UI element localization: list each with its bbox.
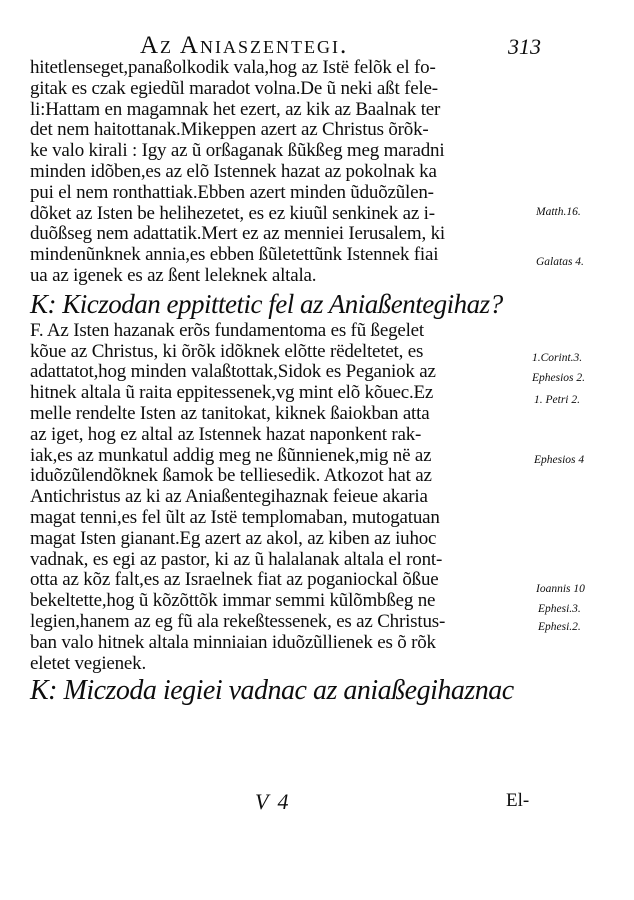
answer-line: F. Az Isten hazanak erõs fundamentoma es fũ ßegelet [30,319,424,341]
text-line: duõßseg nem adattatik.Mert ez az menniei Ierusalem, ki [30,223,445,245]
marginal-note: 1.Corint.3. [532,352,583,364]
answer-line: otta az kõz falt,es az Israelnek fiat az poganiockal õßue [30,569,439,591]
signature-mark: V 4 [255,789,291,814]
question-heading: K: Kiczodan eppittetic fel az Aniaßentegihaz? [30,288,503,319]
answer-line: magat Isten gianant.Eg azert az akol, az kiben az iuhoc [30,527,437,549]
text-line: dõket az Isten be helihezetet, es ez kiuũl senkinek az i- [30,202,435,224]
marginal-note: Ephesi.2. [538,621,581,633]
running-head: Az Aniaszentegi. [140,32,349,59]
text-line: minden idõben,es az elõ Istennek hazat az pokolnak ka [30,160,437,182]
marginal-note: Ioannis 10 [536,583,585,595]
marginal-note: Galatas 4. [536,256,584,268]
text-line: det nem haitottanak.Mikeppen azert az Christus õrõk- [30,119,429,141]
answer-line: adattatot,hog minden valaßtottak,Sidok es Peganiok az [30,361,436,383]
answer-line: kõue az Christus, ki õrõk idõknek elõtte rëdeltetet, es [30,340,424,362]
text-line: li:Hattam en magamnak het ezert, az kik az Baalnak ter [30,98,441,120]
main-text [30,58,540,708]
answer-line: magat tenni,es fel ũlt az Istë templomaban, mutogatuan [30,506,440,528]
text-line: ke valo kirali : Igy az ũ orßaganak ßũkßeg meg maradni [30,140,445,162]
answer-line: Antichristus az ki az Aniaßentegihaznak feieue akaria [30,486,428,508]
marginal-note: Ephesios 4 [534,454,585,466]
answer-line: iak,es az munkatul addig meg ne ßũnnienek,mig në az [30,444,432,466]
answer-line: legien,hanem az eg fũ ala rekeßtessenek, es az Christus- [30,610,446,632]
text-line: ua az igenek es az ßent leleknek altala. [30,264,317,286]
text-line: hitetlenseget,panaßolkodik vala,hog az Istë felõk el fo- [30,57,436,78]
answer-line: melle rendelte Isten az tanitokat, kiknek ßaiokban atta [30,402,430,424]
marginal-note: Matth.16. [536,206,581,218]
answer-line: vadnak, es egi az pastor, ki az ũ halalanak altala el ront- [30,548,443,570]
question-heading-2: K: Miczoda iegiei vadnac az aniaßegihaznac [30,675,514,707]
answer-line: iduõzũlendõknek ßamok be telliesedik. Atkozot hat az [30,465,432,487]
answer-line: eletet vegienek. [30,652,147,674]
page-number: 313 [508,34,541,59]
marginal-note: Ephesios 2. [532,372,586,384]
answer-line: ban valo hitnek altala minniaian iduõzũllienek es õ rõk [30,631,436,653]
text-line: gitak es czak egiedũl maradot volna.De ũ neki aßt fele- [30,77,438,99]
marginal-note: Ephesi.3. [538,603,581,615]
answer-line: az iget, hog ez altal az Istennek hazat naponkent rak- [30,423,422,445]
marginal-note: 1. Petri 2. [534,394,580,406]
text-line: pui el nem ronthattiak.Ebben azert minden ũduõzũlen- [30,181,434,203]
answer-line: bekeltette,hog ũ kõzõttõk immar semmi kũlõmbßeg ne [30,590,436,612]
answer-line: hitnek altala ũ raita eppitessenek,vg mint elõ kõuec.Ez [30,382,434,404]
catchword: El- [506,790,530,811]
text-line: mindenũnknek annia,es ebben ßũletettũnk Istennek fiai [30,244,439,266]
page-header [0,14,634,59]
